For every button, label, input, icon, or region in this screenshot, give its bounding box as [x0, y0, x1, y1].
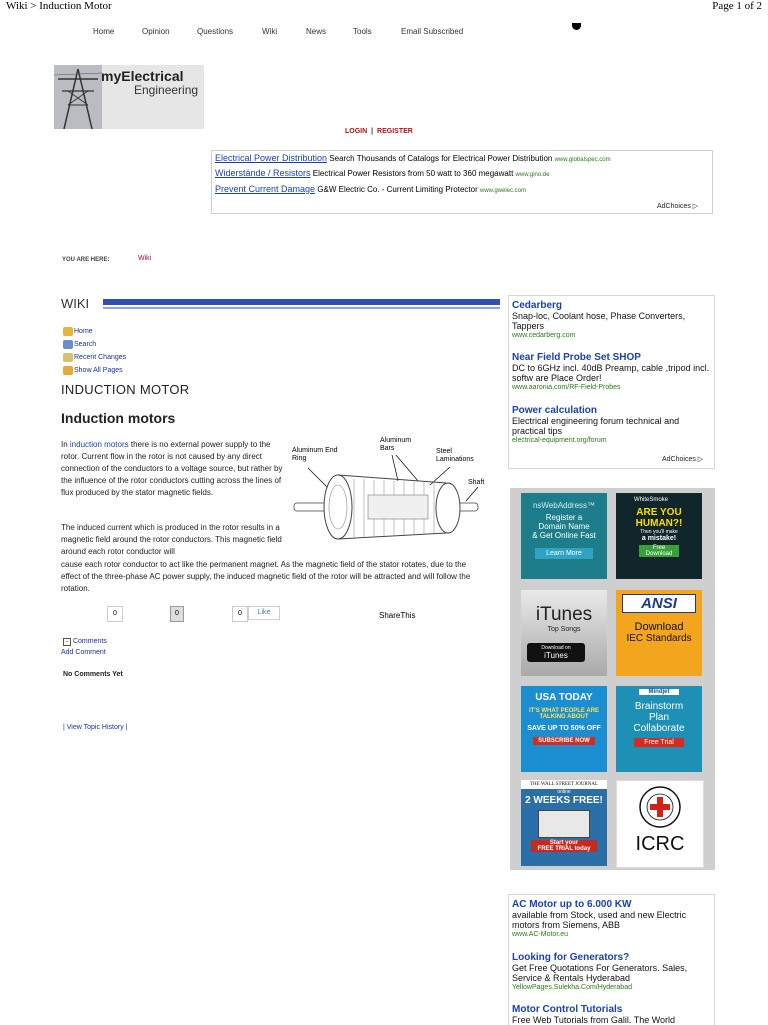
- side-ad-block-2: [508, 894, 715, 1025]
- banner-whitesmoke[interactable]: WhiteSmoke ARE YOU HUMAN?! Then you'll make a mistake! Free Download: [616, 493, 702, 579]
- login-link[interactable]: LOGIN: [345, 128, 368, 135]
- top-ad-row[interactable]: [215, 168, 550, 178]
- page-title: INDUCTION MOTOR: [61, 382, 190, 397]
- wiki-heading-bar-shadow: [103, 307, 500, 309]
- wiki-heading-bar: [103, 299, 500, 305]
- wiki-heading: WIKI: [61, 296, 90, 311]
- nav-tools[interactable]: Tools: [353, 27, 372, 36]
- side-ad-block-1: [508, 295, 715, 469]
- pylon-icon: [54, 65, 102, 129]
- nav-news[interactable]: News: [306, 27, 327, 36]
- share-count-1: 0: [107, 606, 123, 622]
- adchoices-link[interactable]: AdChoices ▷: [657, 203, 699, 210]
- search-icon: [63, 340, 73, 349]
- like-button[interactable]: Like: [248, 606, 280, 620]
- ad-url[interactable]: www.gwelec.com: [480, 188, 527, 194]
- adchoices-link[interactable]: AdChoices ▷: [662, 456, 704, 463]
- sharethis-button[interactable]: ShareThis: [379, 611, 416, 620]
- ad-title[interactable]: Prevent Current Damage: [215, 184, 316, 194]
- register-link[interactable]: REGISTER: [377, 128, 413, 135]
- label-shaft: Shaft: [468, 479, 485, 486]
- label-laminations: Steel Laminations: [436, 448, 474, 463]
- wiki-menu-show-all-pages[interactable]: Show All Pages: [63, 364, 126, 377]
- nav-email-subscribed[interactable]: Email Subscribed: [401, 27, 464, 36]
- side-ad[interactable]: Cedarberg Snap-loc, Coolant hose, Phase Converters, Tappers www.cedarberg.com: [512, 300, 686, 339]
- logo-text-secondary: Engineering: [134, 83, 199, 97]
- label-bars: Aluminum Bars: [380, 437, 412, 452]
- download-itunes-button[interactable]: Download on iTunes: [527, 643, 585, 662]
- auth-links: [345, 128, 413, 135]
- folder-icon: [63, 366, 73, 375]
- view-topic-history-link[interactable]: | View Topic History |: [63, 724, 128, 731]
- print-page-number: Page 1 of 2: [712, 0, 762, 12]
- ad-desc: Search Thousands of Catalogs for Electrical Power Distribution: [329, 154, 553, 163]
- side-ad[interactable]: Near Field Probe Set SHOP DC to 6GHz incl. 40dB Preamp, cable ,tripod incl. softw are Place Order! www.aaronia.com/RF-Field-Probes: [512, 352, 710, 391]
- site-logo[interactable]: [54, 65, 204, 129]
- share-count-3: 0: [232, 606, 248, 622]
- nav-home[interactable]: Home: [93, 27, 115, 36]
- ad-desc: G&W Electric Co. - Current Limiting Protector: [317, 185, 478, 194]
- banner-mindjet[interactable]: Mindjet Brainstorm Plan Collaborate Free Trial: [616, 686, 702, 772]
- ad-url[interactable]: www.globalspec.com: [554, 157, 611, 163]
- ad-title[interactable]: Electrical Power Distribution: [215, 153, 328, 163]
- wiki-menu-home[interactable]: Home: [63, 325, 126, 338]
- home-icon: [63, 327, 73, 336]
- recent-changes-icon: [63, 353, 73, 362]
- article-title: Induction motors: [61, 410, 176, 426]
- comments-toggle[interactable]: - Comments: [63, 638, 107, 646]
- auth-separator: |: [371, 128, 374, 135]
- article-paragraph-2b: cause each rotor conductor to act like the permanent magnet. As the magnetic field of the stator rotates, due to the effect of the three-phase AC power supply, the induced magnetic field of the rotor will be attracted and will follow the rotation.: [61, 560, 471, 593]
- ad-desc: Electrical Power Resistors from 50 watt to 360 megawatt: [312, 169, 514, 178]
- logo-text-primary: myElectrical: [101, 68, 184, 84]
- banner-icrc[interactable]: ICRC: [616, 780, 704, 868]
- free-trial-button[interactable]: Free Trial: [634, 738, 684, 747]
- breadcrumb-link[interactable]: Wiki: [138, 255, 152, 262]
- no-comments-text: No Comments Yet: [63, 671, 123, 678]
- ad-title[interactable]: Widerstände / Resistors: [215, 168, 311, 178]
- ad-url[interactable]: www.gino.de: [515, 172, 550, 178]
- label-end-ring: Aluminum End Ring: [292, 447, 338, 462]
- rotor-drawing: [288, 437, 488, 545]
- side-ad[interactable]: Motor Control Tutorials Free Web Tutorials from Galil. The World: [512, 1004, 676, 1025]
- rotor-diagram: [288, 437, 488, 545]
- banner-wsj[interactable]: THE WALL STREET JOURNAL online 2 WEEKS FREE! Start your FREE TRIAL today: [521, 780, 607, 866]
- share-count-2: 0: [170, 606, 184, 622]
- top-ad-row[interactable]: [215, 153, 611, 163]
- nav-wiki[interactable]: Wiki: [262, 27, 278, 36]
- icrc-emblem-icon: [638, 785, 682, 829]
- top-ad-row[interactable]: [215, 184, 526, 194]
- wiki-menu-recent-changes[interactable]: Recent Changes: [63, 351, 126, 364]
- article-paragraph-1: In induction motors there is no external power supply to the rotor. Current flow in the rotor is not caused by any direct connection of the conductors to a voltage source, but rather by the influence of the rotor conductors cutting across the lines of flux produced by the stator magnetic fields.: [61, 440, 283, 497]
- subscribe-button[interactable]: SUBSCRIBE NOW: [533, 737, 595, 745]
- start-trial-button[interactable]: Start your FREE TRIAL today: [531, 840, 597, 852]
- banner-itunes[interactable]: iTunes Top Songs Download on iTunes: [521, 590, 607, 676]
- learn-more-button[interactable]: Learn More: [535, 548, 593, 559]
- print-page-title: Wiki > Induction Motor: [6, 0, 112, 12]
- wiki-menu: [63, 325, 126, 377]
- free-download-button[interactable]: Free Download: [639, 545, 679, 557]
- banner-ansi[interactable]: ANSI Download IEC Standards: [616, 590, 702, 676]
- article-paragraph-2a: The induced current which is produced in the rotor results in a magnetic field around the rotor conductors. This magnetic field around each rotor conductor will: [61, 523, 282, 556]
- side-ad[interactable]: Power calculation Electrical engineering forum technical and practical tips electrical-equipment.org/forum: [512, 405, 680, 444]
- induction-motors-link[interactable]: induction motors: [69, 440, 129, 449]
- nav-opinion[interactable]: Opinion: [142, 27, 170, 36]
- add-comment-link[interactable]: Add Comment: [61, 649, 106, 656]
- collapse-icon: -: [63, 638, 71, 646]
- dropdown-marker-icon: [572, 23, 581, 30]
- banner-usatoday[interactable]: USA TODAY IT'S WHAT PEOPLE ARE TALKING ABOUT SAVE UP TO 50% OFF SUBSCRIBE NOW: [521, 686, 607, 772]
- wiki-menu-search[interactable]: Search: [63, 338, 126, 351]
- laptop-icon: [538, 810, 590, 838]
- side-ad[interactable]: Looking for Generators? Get Free Quotations For Generators. Sales, Service & Rentals Hyderabad YellowPages.Sulekha.Com/Hyderabad: [512, 952, 688, 991]
- breadcrumb-label: YOU ARE HERE:: [62, 257, 110, 263]
- nav-questions[interactable]: Questions: [197, 27, 234, 36]
- banner-networksolutions[interactable]: nsWebAddress™ Register a Domain Name & Get Online Fast Learn More: [521, 493, 607, 579]
- side-ad[interactable]: AC Motor up to 6.000 KW available from Stock, used and new Electric motors from Siemens, ABB www.AC-Motor.eu: [512, 899, 687, 938]
